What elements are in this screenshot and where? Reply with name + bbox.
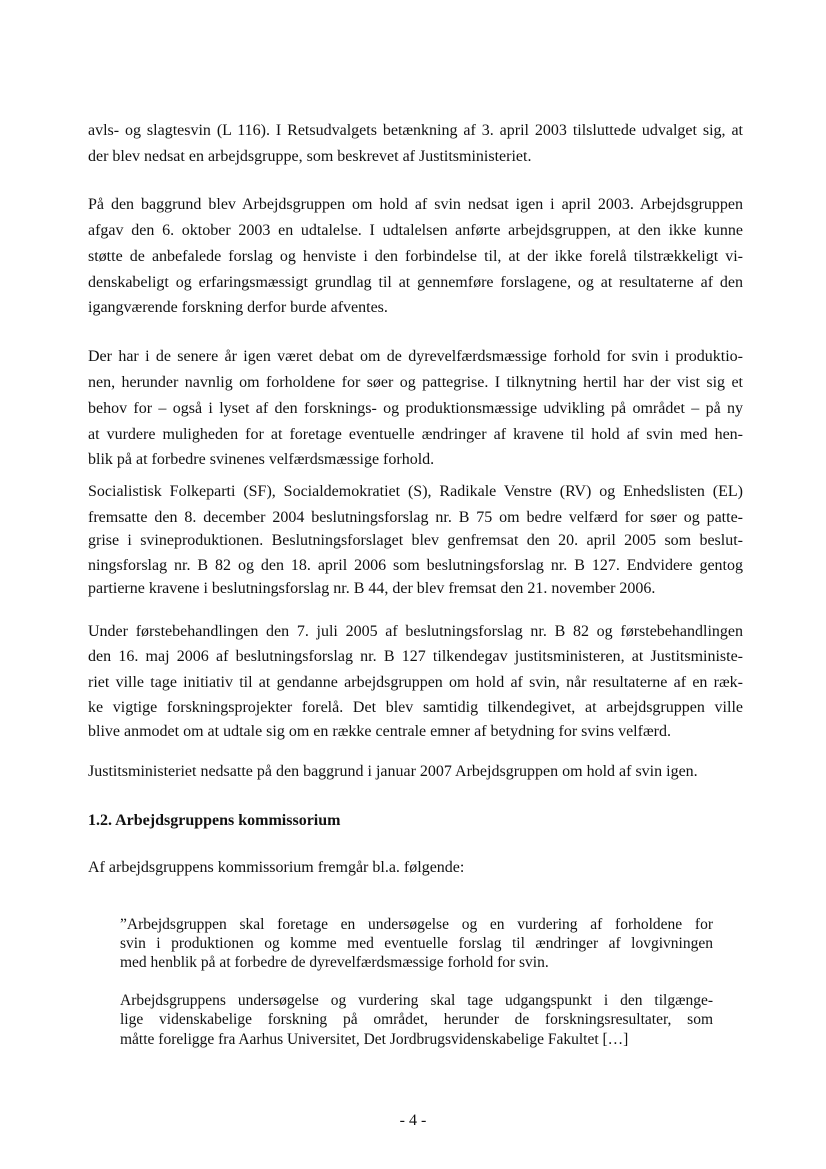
text-line: Justitsministeriet nedsatte på den baggrund i januar 2007 Arbejdsgruppen om hold af svin igen. [88, 763, 698, 780]
text-line: Der har i de senere år igen været debat om de dyrevelfærdsmæssige forhold for svin i produktio- [88, 348, 743, 365]
text-line: På den baggrund blev Arbejdsgruppen om hold af svin nedsat igen i april 2003. Arbejdsgruppen [88, 196, 743, 213]
intro-text: Af arbejdsgruppens kommissorium fremgår bl.a. følgende: [88, 859, 465, 876]
text-line: støtte de anbefalede forslag og henviste i den forbindelse til, at der ikke forelå tilstrækkeligt vi- [88, 248, 743, 265]
text-line: ke vigtige forskningsprojekter forelå. Det blev samtidig tilkendegivet, at arbejdsgruppen ville [88, 699, 743, 716]
quote-line: lige videnskabelige forskning på området, herunder de forskningsresultater, som [120, 1011, 713, 1028]
text-line: ningsforslag nr. B 82 og den 18. april 2006 som beslutningsforslag nr. B 127. Endvidere gentog [88, 557, 743, 574]
text-line: riet ville tage initiativ til at gendanne arbejdsgruppen om hold af svin, når resultaterne af en ræk- [88, 674, 743, 691]
text-line: partierne kravene i beslutningsforslag nr. B 44, der blev fremsat den 21. november 2006. [88, 580, 656, 597]
text-line: denskabeligt og erfaringsmæssigt grundlag til at gennemføre forslagene, og at resultaterne af den [88, 274, 743, 291]
text-line: der blev nedsat en arbejdsgruppe, som beskrevet af Justitsministeriet. [88, 148, 532, 165]
text-line: nen, herunder navnlig om forholdene for søer og pattegrise. I tilknytning hertil har der vist sig et [88, 374, 743, 391]
text-line: Socialistisk Folkeparti (SF), Socialdemokratiet (S), Radikale Venstre (RV) og Enhedslisten (EL) [88, 483, 743, 500]
text-line: at vurdere muligheden for at foretage eventuelle ændringer af kravene til hold af svin med hen- [88, 426, 743, 443]
quote-line: måtte foreligge fra Aarhus Universitet, Det Jordbrugsvidenskabelige Fakultet […] [120, 1031, 629, 1048]
text-line: Under førstebehandlingen den 7. juli 2005 af beslutningsforslag nr. B 82 og førstebehandlingen [88, 623, 743, 640]
text-line: igangværende forskning derfor burde afventes. [88, 299, 388, 316]
quote-line: Arbejdsgruppens undersøgelse og vurdering skal tage udgangspunkt i den tilgænge- [120, 992, 713, 1009]
quote-line: med henblik på at forbedre de dyrevelfærdsmæssige forhold for svin. [120, 954, 549, 971]
text-line: blik på at forbedre svinenes velfærdsmæssige forhold. [88, 451, 435, 468]
text-line: afgav den 6. oktober 2003 en udtalelse. I udtalelsen anførte arbejdsgruppen, at den ikke kunne [88, 222, 743, 239]
section-heading: 1.2. Arbejdsgruppens kommissorium [88, 812, 341, 829]
text-line: avls- og slagtesvin (L 116). I Retsudvalgets betænkning af 3. april 2003 tilsluttede udvalget sig, at [88, 122, 743, 139]
text-line: blive anmodet om at udtale sig om en række centrale emner af betydning for svins velfærd. [88, 723, 671, 740]
quote-line: ”Arbejdsgruppen skal foretage en undersøgelse og en vurdering af forholdene for [120, 916, 713, 933]
text-line: behov for – også i lyset af den forsknings- og produktionsmæssige udvikling på området – på ny [88, 400, 743, 417]
quote-line: svin i produktionen og komme med eventuelle forslag til ændringer af lovgivningen [120, 935, 713, 952]
page-number: - 4 - [399, 1112, 427, 1129]
text-line: den 16. maj 2006 af beslutningsforslag nr. B 127 tilkendegav justitsministeren, at Justitsministe- [88, 648, 743, 665]
text-line: fremsatte den 8. december 2004 beslutningsforslag nr. B 75 om bedre velfærd for søer og patte- [88, 509, 743, 526]
text-line: grise i svineproduktionen. Beslutningsforslaget blev genfremsat den 20. april 2005 som beslut- [88, 532, 743, 549]
